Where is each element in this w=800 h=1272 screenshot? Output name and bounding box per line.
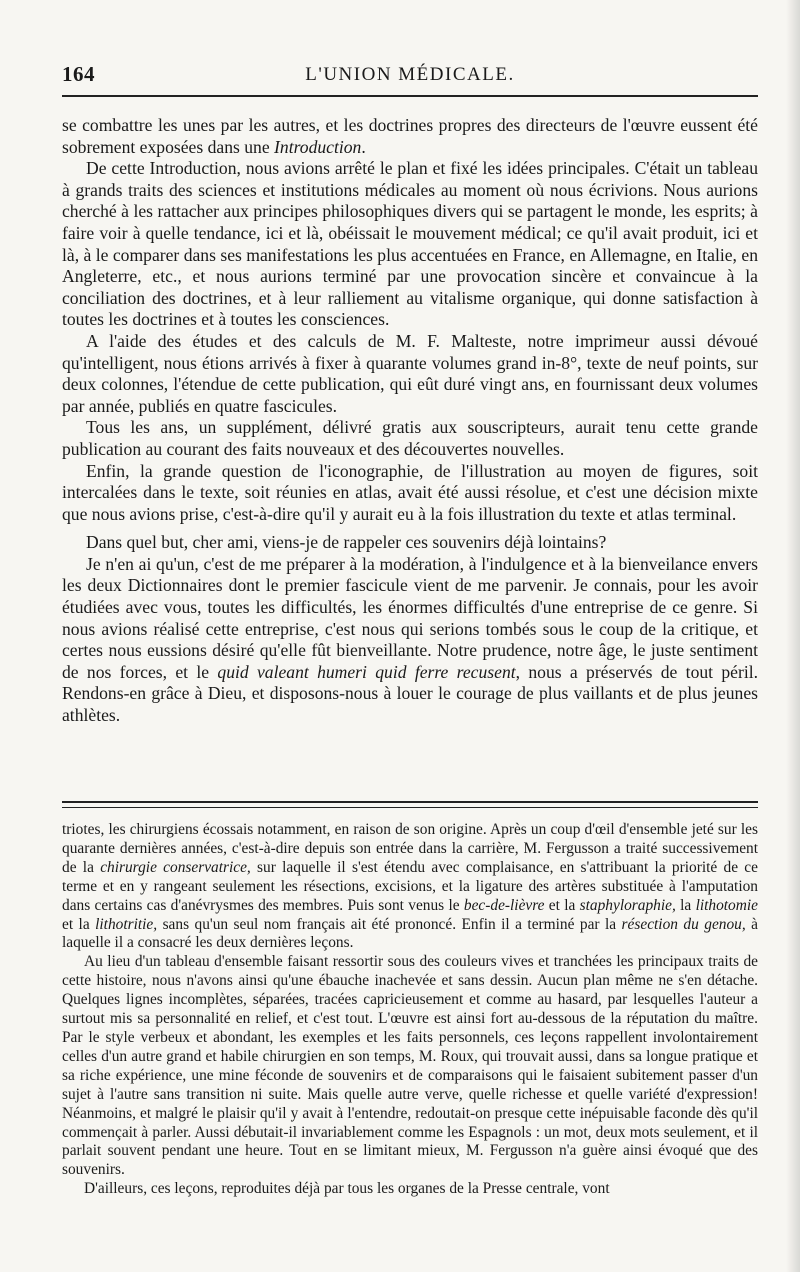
paragraph: Tous les ans, un supplément, délivré gratis aux souscripteurs, aurait tenu cette grande publication au courant des faits nouveaux et des découvertes nouvelles. xyxy=(62,417,758,459)
footnote-paragraph: triotes, les chirurgiens écossais notamment, en raison de son origine. Après un coup d'œil d'ensemble jeté sur les quarante dernières années, c'est-à-dire depuis son entrée dans la carrière, M. Fergusson a traité successivement de la chirurgie conservatrice, sur laquelle il s'est étendu avec complaisance, en s'attribuant la priorité de ce terme et en y rangeant seulement les résections, excisions, et la ligature des artères substituée à l'amputation dans certains cas d'anévrysmes des membres. Puis sont venus le bec-de-lièvre et la staphyloraphie, la lithotomie et la lithotritie, sans qu'un seul nom français ait été prononcé. Enfin il a terminé par la résection du genou, à laquelle il a consacré les deux dernières leçons. xyxy=(62,821,758,952)
header-rule xyxy=(62,95,758,97)
paragraph: Enfin, la grande question de l'iconographie, de l'illustration au moyen de figures, soit intercalées dans le texte, soit réunies en atlas, avait été aussi résolue, et c'est une décision mixte que nous avions prise, c'est-à-dire qu'il y aurait eu à la fois illustration du texte et atlas terminal. xyxy=(62,460,758,524)
footnote-rule xyxy=(62,801,758,808)
page-edge-shadow xyxy=(786,0,800,1272)
paragraph: A l'aide des études et des calculs de M. F. Malteste, notre imprimeur aussi dévoué qu'intelligent, nous étions arrivés à fixer à quarante volumes grand in-8°, texte de neuf points, sur deux colonnes, l'étendue de cette publication, qui eût duré vingt ans, en fournissant deux volumes par année, publiés en quatre fascicules. xyxy=(62,330,758,416)
footnote-text xyxy=(62,821,758,1199)
running-title: L'UNION MÉDICALE. xyxy=(305,64,515,85)
main-text xyxy=(62,115,758,727)
page-number: 164 xyxy=(62,62,95,86)
paragraph: De cette Introduction, nous avions arrêté le plan et fixé les idées principales. C'était un tableau à grands traits des sciences et institutions médicales au moment où nous écrivions. Nous aurions cherché à les rattacher aux principes philosophiques divers qui se partagent le monde, les esprits; à faire voir à quelle tendance, ici et là, obéissait le mouvement médical; ce qu'il avait produit, ici et là, à le comparer dans ses manifestations les plus accentuées en France, en Allemagne, en Italie, en Angleterre, etc., et nous aurions terminé par une provocation sincère et convaincue à la conciliation des doctrines, et à leur ralliement au vitalisme organique, qui donne satisfaction à toutes les doctrines et à toutes les consciences. xyxy=(62,158,758,330)
paragraph: Dans quel but, cher ami, viens-je de rappeler ces souvenirs déjà lointains? xyxy=(86,532,607,553)
footnote-paragraph: Au lieu d'un tableau d'ensemble faisant ressortir sous des couleurs vives et tranchées les principaux traits de cette histoire, nous n'avons ainsi qu'une ébauche inachevée et sans dessin. Aucun plan même ne s'en détache. Quelques lignes incomplètes, séparées, tracées capricieusement et comme au hasard, par lesquelles l'auteur a surtout mis sa personnalité en relief, et c'est tout. L'œuvre est ainsi fort au-dessous de la réputation du maître. Par le style verbeux et abondant, les exemples et les faits personnels, ces leçons rappellent involontairement celles d'un autre grand et habile chirurgien en son temps, M. Roux, qui trouvait aussi, dans sa longue pratique et sa riche expérience, une mine féconde de souvenirs et de comparaisons qui le faisaient subitement passer d'un sujet à l'autre sans transition ni suite. Mais quelle autre verve, quelle richesse et quelle variété d'expression! Néanmoins, et malgré le plaisir qu'il y avait à l'entendre, redoutait-on presque cette inépuisable faconde dès qu'il commençait à parler. Aussi débutait-il invariablement comme les Espagnols : un mot, deux mots seulement, et il parlait souvent pendant une heure. Tout en se limitant mieux, M. Fergusson n'a guère ainsi évoqué que des souvenirs. xyxy=(62,953,758,1179)
footnote-paragraph: D'ailleurs, ces leçons, reproduites déjà par tous les organes de la Presse centrale, vont xyxy=(84,1180,610,1198)
page-header xyxy=(62,62,758,88)
paragraph: Je n'en ai qu'un, c'est de me préparer à la modération, à l'indulgence et à la bienveilance envers les deux Dictionnaires dont le premier fascicule vient de me parvenir. Je connais, pour les avoir étudiées avec vous, toutes les difficultés, les énormes difficultés d'une entreprise de ce genre. Si nous avions réalisé cette entreprise, c'est nous qui serions tombés sous le coup de la critique, et certes nous eussions désiré qu'elle fût bienveillante. Notre prudence, notre âge, le juste sentiment de nos forces, et le quid valeant humeri quid ferre recusent, nous a préservés de tout péril. Rendons-en grâce à Dieu, et disposons-nous à louer le courage de plus vaillants et de plus jeunes athlètes. xyxy=(62,553,759,726)
italic-title: Introduction xyxy=(274,136,362,157)
paragraph: se combattre les unes par les autres, et les doctrines propres des directeurs de l'œuvre eussent été sobrement exposées dans une Introduction. xyxy=(62,115,758,157)
latin-quotation: quid valeant humeri quid ferre recusent xyxy=(217,661,516,682)
